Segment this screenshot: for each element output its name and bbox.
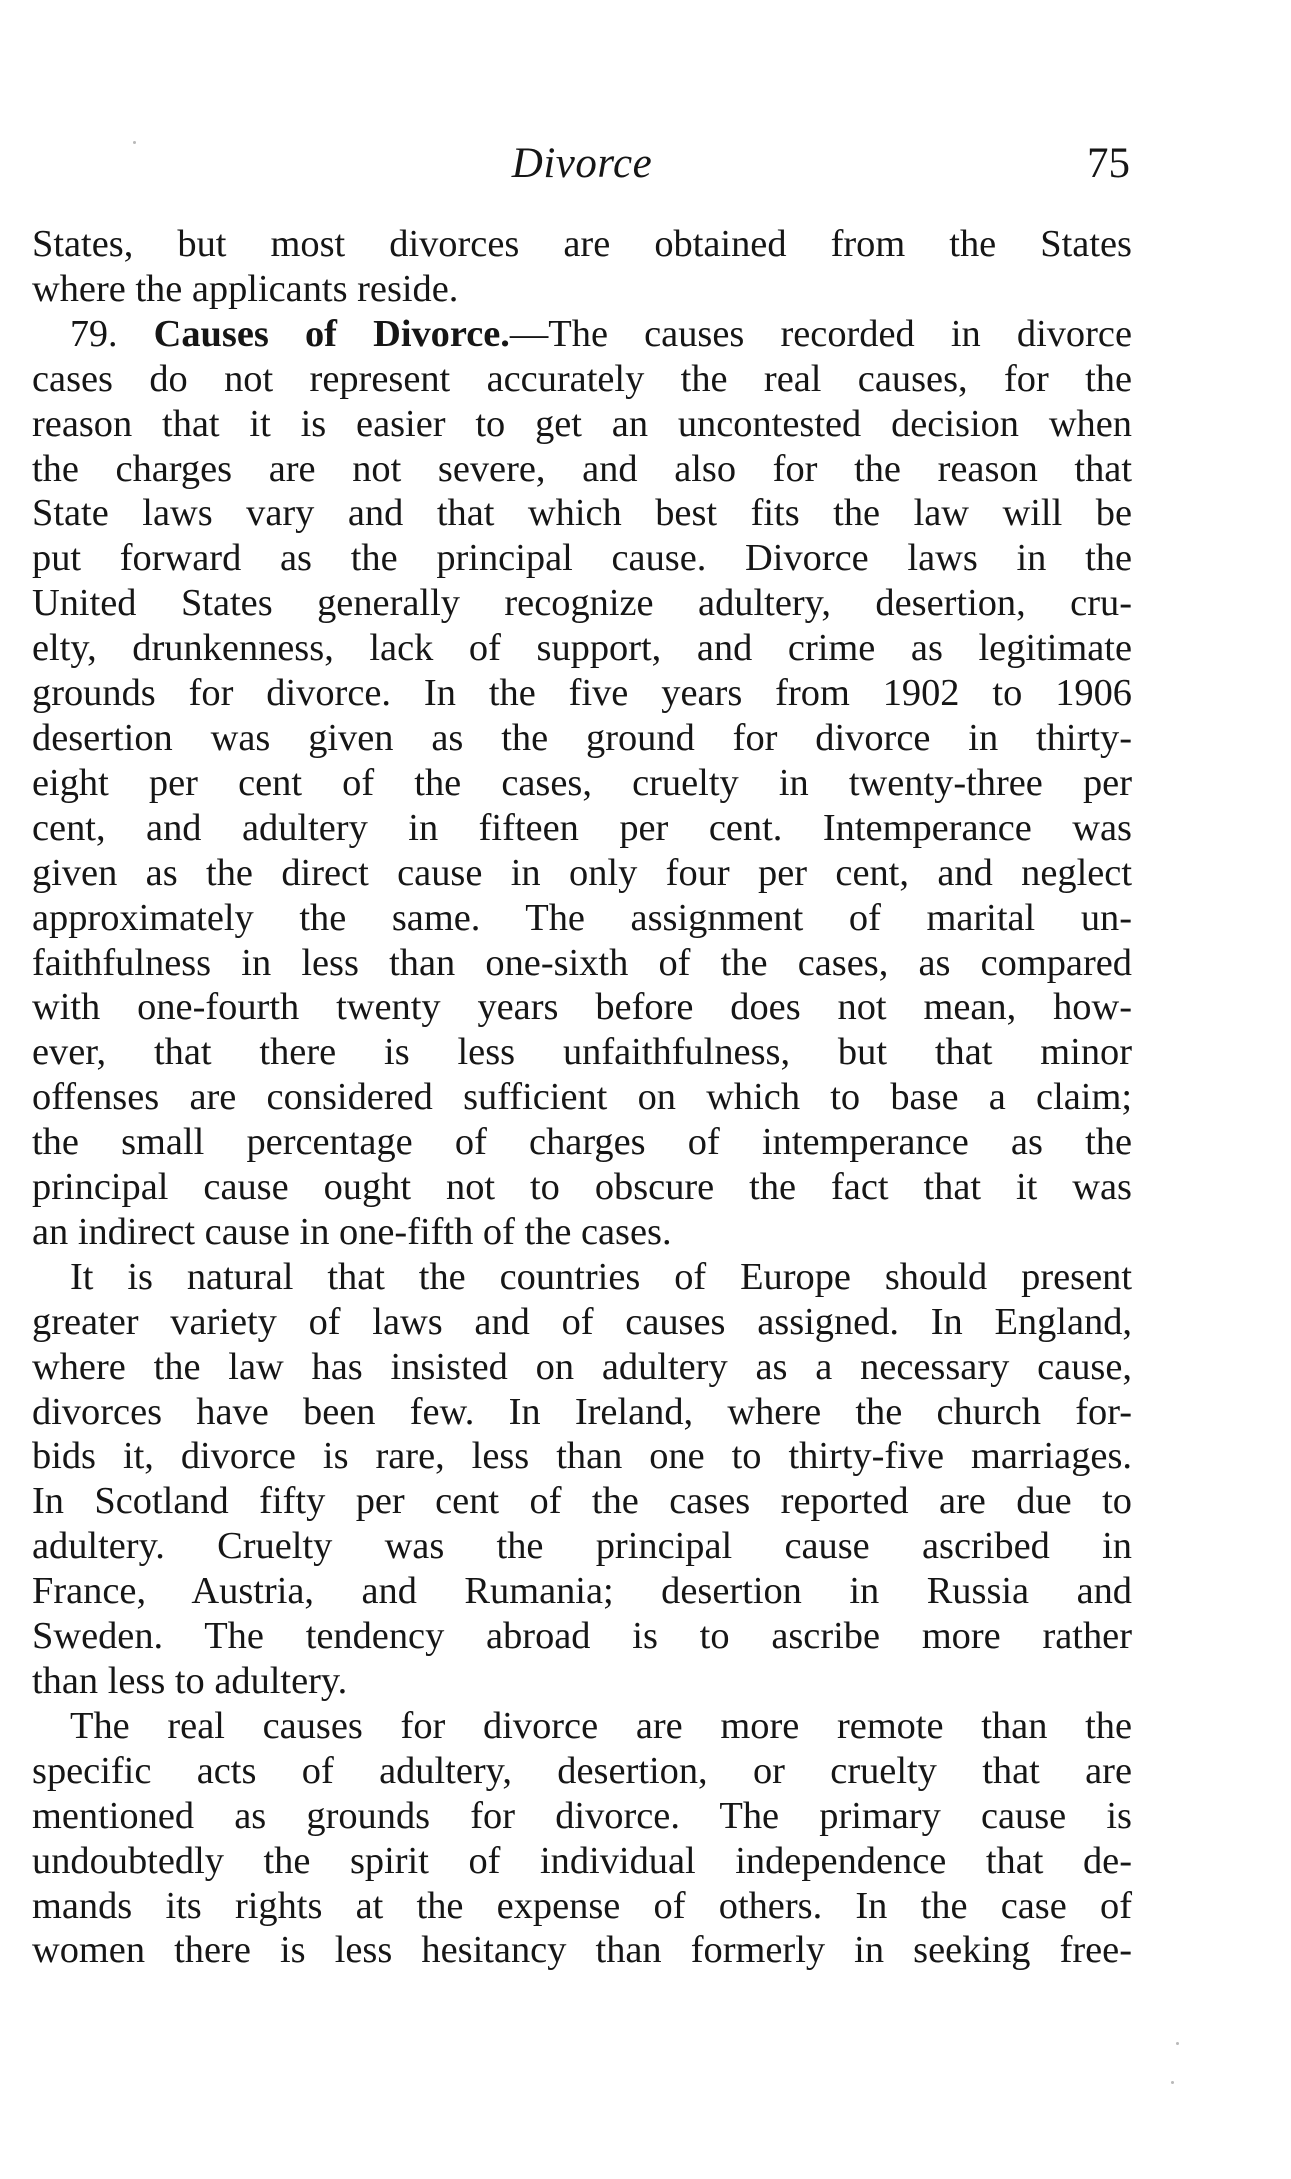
text-line: State laws vary and that which best fits the law will be [32,492,1132,535]
text-line: mentioned as grounds for divorce. The primary cause is [32,1794,1132,1837]
paragraph-continuation [32,222,1132,312]
book-page [32,0,1132,2179]
text-line: desertion was given as the ground for divorce in thirty- [32,716,1132,759]
scan-speck [1176,2042,1179,2045]
scan-speck [133,141,136,144]
text-line: where the applicants reside. [32,267,459,310]
text-line: offenses are considered sufficient on which to base a claim; [32,1076,1132,1119]
text-line: adultery. Cruelty was the principal cause ascribed in [32,1525,1132,1568]
section-first-line [32,312,1132,357]
running-title: Divorce [511,140,653,187]
body-text [32,222,1132,1973]
text-line: specific acts of adultery, desertion, or cruelty that are [32,1749,1132,1792]
text-line: an indirect cause in one-fifth of the cases. [32,1210,672,1253]
text-line: It is natural that the countries of Europe should present [70,1255,1132,1298]
text-line: approximately the same. The assignment of marital un- [32,896,1132,939]
page-header [32,138,1132,198]
text-run: —The causes recorded in divorce [509,312,1132,355]
text-line: cent, and adultery in fifteen per cent. Intemperance was [32,806,1132,849]
text-line: greater variety of laws and of causes assigned. In England, [32,1300,1132,1343]
europe-paragraph [32,1255,1132,1704]
text-line: principal cause ought not to obscure the fact that it was [32,1166,1132,1209]
text-line: women there is less hesitancy than formerly in seeking free- [32,1929,1132,1972]
text-line: with one-fourth twenty years before does not mean, how- [32,986,1132,1029]
text-line: States, but most divorces are obtained from the States [32,223,1132,265]
text-line: undoubtedly the spirit of individual independence that de- [32,1839,1132,1882]
text-line: eight per cent of the cases, cruelty in twenty-three per [32,761,1132,804]
section-heading: Causes of Divorce. [153,312,510,355]
text-line: the small percentage of charges of intemperance as the [32,1121,1132,1164]
text-line: ever, that there is less unfaithfulness, but that minor [32,1031,1132,1074]
text-line: bids it, divorce is rare, less than one to thirty-five marriages. [32,1435,1132,1478]
text-line: given as the direct cause in only four per cent, and neglect [32,851,1132,894]
text-line: United States generally recognize adultery, desertion, cru- [32,582,1132,625]
text-line: mands its rights at the expense of others. In the case of [32,1884,1132,1927]
text-line: the charges are not severe, and also for the reason that [32,447,1132,490]
text-line: faithfulness in less than one-sixth of the cases, as compared [32,941,1132,984]
text-line: grounds for divorce. In the five years from 1902 to 1906 [32,672,1132,715]
text-line: put forward as the principal cause. Divorce laws in the [32,537,1132,580]
text-line: reason that it is easier to get an uncontested decision when [32,402,1132,445]
real-causes-paragraph [32,1704,1132,1973]
text-line: elty, drunkenness, lack of support, and crime as legitimate [32,627,1132,670]
text-line: than less to adultery. [32,1660,348,1702]
text-line: The real causes for divorce are more remote than the [70,1704,1132,1747]
text-line: divorces have been few. In Ireland, where the church for- [32,1390,1132,1433]
section-number: 79. [70,312,118,355]
text-line: France, Austria, and Rumania; desertion in Russia and [32,1570,1132,1613]
page-number: 75 [1087,140,1130,187]
text-line: where the law has insisted on adultery as a necessary cause, [32,1345,1132,1388]
section-79-paragraph [32,312,1132,1255]
text-line: In Scotland fifty per cent of the cases reported are due to [32,1480,1132,1523]
text-line: cases do not represent accurately the real causes, for the [32,357,1132,400]
text-line: Sweden. The tendency abroad is to ascribe more rather [32,1615,1132,1658]
scan-speck [1171,2081,1174,2084]
